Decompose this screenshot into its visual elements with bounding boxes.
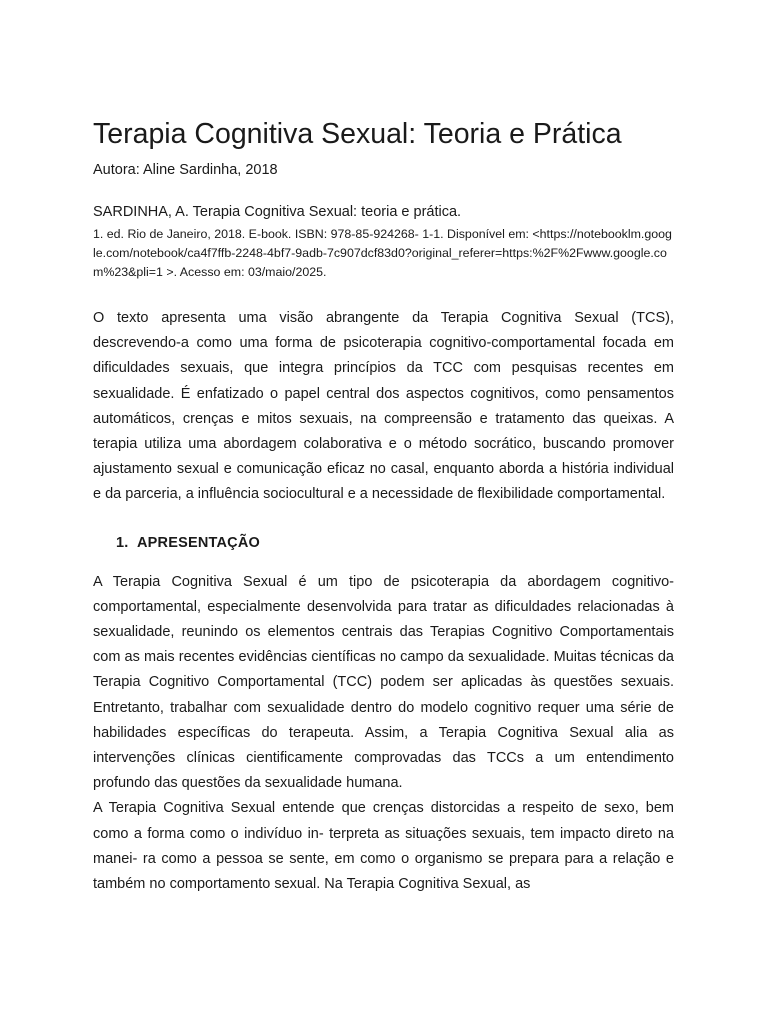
reference-main: SARDINHA, A. Terapia Cognitiva Sexual: teoria e prática. [93,204,462,220]
summary-paragraph: O texto apresenta uma visão abrangente da Terapia Cognitiva Sexual (TCS), descrevendo-a como uma forma de psicoterapia cognitivo-comportamental focada em dificuldades sexuais, que integra princípios da TCC com pesquisas recentes em sexualidade. É enfatizado o papel central dos aspectos cognitivos, como pensamentos automáticos, crenças e mitos sexuais, na compreensão e tratamento das queixas. A terapia utiliza uma abordagem colaborativa e o método socrático, buscando promover ajustamento sexual e comunicação eficaz no casal, enquanto aborda a história individual e da parceria, a influência sociocultural e a necessidade de flexibilidade comportamental. [93,310,674,503]
section-heading [93,531,674,555]
document-title: Terapia Cognitiva Sexual: Teoria e Prática [93,118,622,150]
author-line: Autora: Aline Sardinha, 2018 [93,162,278,178]
document-content [93,112,674,897]
section-title: APRESENTAÇÃO [137,534,260,551]
section-number: 1. [116,534,129,551]
body-paragraph: A Terapia Cognitiva Sexual entende que crenças distorcidas a respeito de sexo, bem como a forma como o indivíduo in- terpreta as situações sexuais, tem impacto direto na manei- ra como a pessoa se sente, em como o organismo se prepara para a relação e também no comportamento sexual. Na Terapia Cognitiva Sexual, as [93,800,674,893]
body-paragraph: A Terapia Cognitiva Sexual é um tipo de psicoterapia da abordagem cognitivo-comportamental, especialmente desenvolvida para tratar as dificuldades relacionadas à sexualidade, reunindo os elementos centrais das Terapias Cognitivo Comportamentais com as mais recentes evidências científicas no campo da sexualidade. Muitas técnicas da Terapia Cognitivo Comportamental (TCC) podem ser aplicadas às questões sexuais. Entretanto, trabalhar com sexualidade dentro do modelo cognitivo requer uma série de habilidades específicas do terapeuta. Assim, a Terapia Cognitiva Sexual alia as intervenções clínicas cientificamente comprovadas das TCCs a um entendimento profundo das questões da sexualidade humana. [93,573,674,792]
reference-detail: 1. ed. Rio de Janeiro, 2018. E-book. ISBN: 978-85-924268- 1-1. Disponível em: <https://notebooklm.google.com/notebook/ca4f7ffb-2248-4bf7-9adb-7c907dcf83d0?original_referer=https:%2F%2Fwww.google.com%23&pli=1 >. Acesso em: 03/maio/2025. [93,227,672,279]
